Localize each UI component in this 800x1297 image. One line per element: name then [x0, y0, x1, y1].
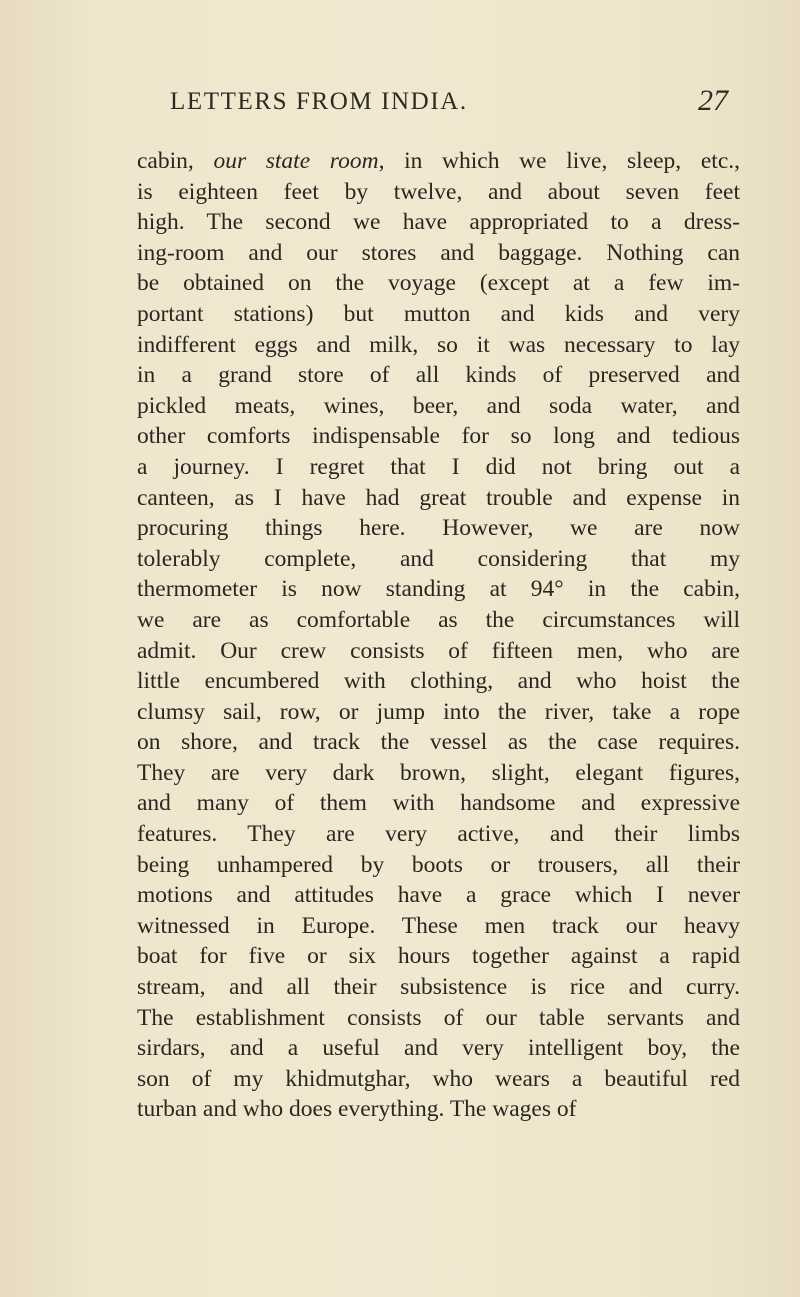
- text-line: motions and attitudes have a grace which I never: [137, 882, 740, 909]
- text-line: clumsy sail, row, or jump into the river, take a rope: [137, 698, 740, 725]
- text-line: stream, and all their subsistence is rice and curry.: [137, 974, 740, 1001]
- text-line: a journey. I regret that I did not bring out a: [137, 453, 740, 480]
- text-line: high. The second we have appropriated to a dress-: [137, 209, 740, 236]
- text-line: canteen, as I have had great trouble and expense in: [137, 484, 740, 511]
- text-line: admit. Our crew consists of fifteen men, who are: [137, 637, 740, 664]
- text-line: tolerably complete, and considering that my: [137, 545, 740, 572]
- text-line: turban and who does everything. The wages of: [137, 1096, 577, 1123]
- text-line: The establishment consists of our table servants and: [137, 1004, 740, 1031]
- italic-phrase: our state room: [213, 148, 379, 174]
- text-line: be obtained on the voyage (except at a few im-: [137, 270, 740, 297]
- text-line: thermometer is now standing at 94° in the cabin,: [137, 576, 740, 603]
- text-line: ing-room and our stores and baggage. Nothing can: [137, 239, 740, 266]
- text-line: son of my khidmutghar, who wears a beautiful red: [137, 1065, 740, 1092]
- text-line: in a grand store of all kinds of preserved and: [137, 362, 740, 389]
- text-line: we are as comfortable as the circumstances will: [137, 606, 740, 633]
- text-line: being unhampered by boots or trousers, all their: [137, 851, 740, 878]
- text-line: boat for five or six hours together against a rapid: [137, 943, 740, 970]
- text-segment: , in which we live, sleep, etc.,: [378, 148, 740, 174]
- text-line: is eighteen feet by twelve, and about seven feet: [137, 178, 740, 205]
- text-line: witnessed in Europe. These men track our heavy: [137, 912, 740, 939]
- text-line: They are very dark brown, slight, elegant figures,: [137, 759, 740, 786]
- text-line: little encumbered with clothing, and who hoist the: [137, 668, 740, 695]
- text-line: and many of them with handsome and expressive: [137, 790, 740, 817]
- page-number: 27: [698, 84, 728, 117]
- text-line: portant stations) but mutton and kids and very: [137, 300, 740, 327]
- page-header: [170, 84, 770, 128]
- running-head: LETTERS FROM INDIA.: [170, 88, 468, 115]
- text-line: other comforts indispensable for so long and tedious: [137, 423, 740, 450]
- text-line: indifferent eggs and milk, so it was necessary to lay: [137, 331, 740, 358]
- text-line: features. They are very active, and their limbs: [137, 821, 740, 848]
- text-line: [137, 146, 740, 177]
- text-line: sirdars, and a useful and very intelligent boy, the: [137, 1035, 740, 1062]
- text-line: pickled meats, wines, beer, and soda water, and: [137, 392, 740, 419]
- text-line: procuring things here. However, we are now: [137, 515, 740, 542]
- body-text: [137, 146, 740, 1125]
- text-line: on shore, and track the vessel as the case requires.: [137, 729, 740, 756]
- text-segment: cabin,: [137, 148, 214, 174]
